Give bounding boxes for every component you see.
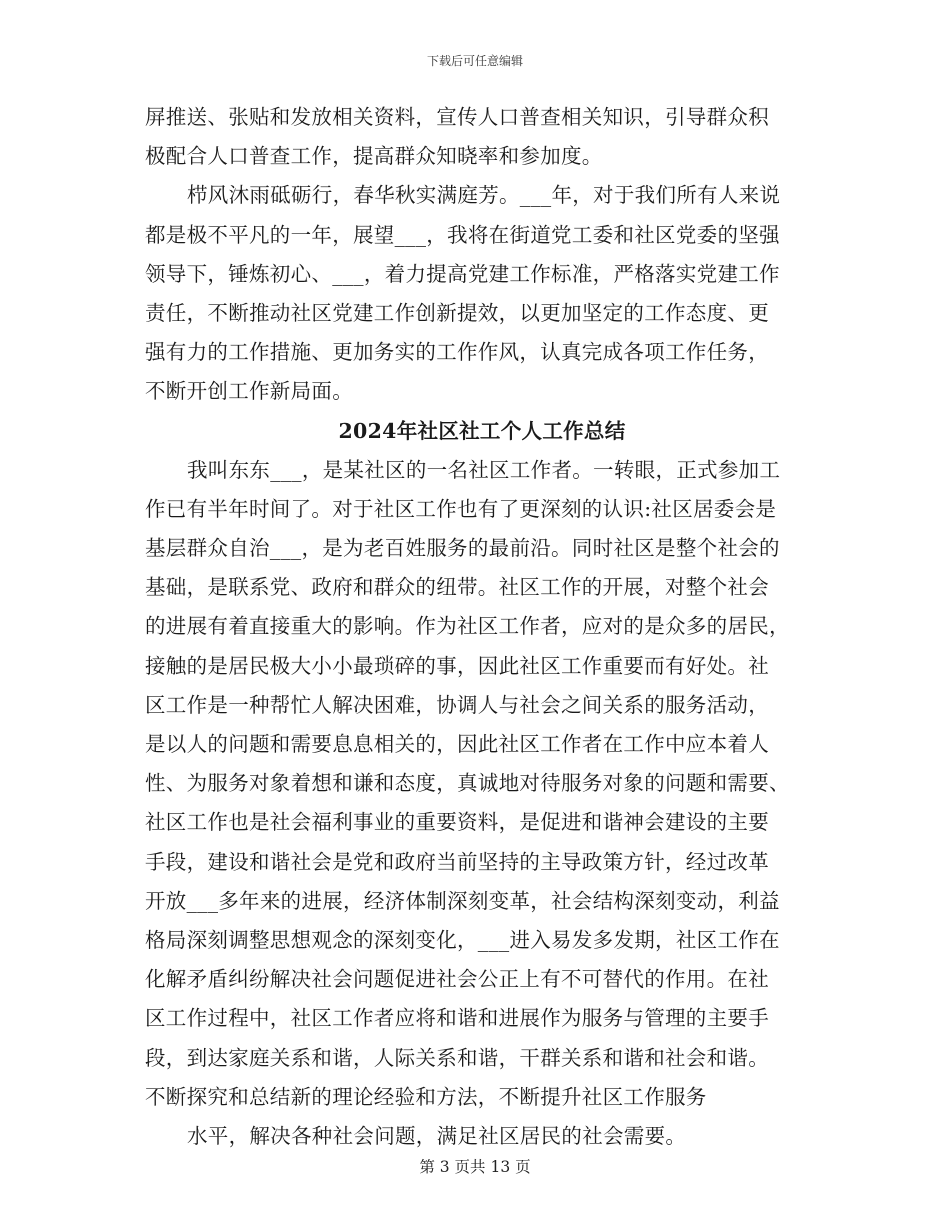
paragraph-line: 极配合人口普查工作，提高群众知晓率和参加度。 bbox=[145, 144, 603, 169]
page-header: 下载后可任意编辑 bbox=[426, 54, 523, 68]
section-title: 2024年社区社工个人工作总结 bbox=[338, 418, 626, 443]
paragraph-line: 不断探究和总结新的理论经验和方法，不断提升社区工作服务 bbox=[145, 1084, 707, 1109]
paragraph-line: 责任，不断推动社区党建工作创新提效，以更加坚定的工作态度、更 bbox=[145, 300, 769, 325]
paragraph-line: 化解矛盾纠纷解决社会问题促进社会公正上有不可替代的作用。在社 bbox=[145, 967, 769, 992]
paragraph-line: 基层群众自治___，是为老百姓服务的最前沿。同时社区是整个社会的 bbox=[145, 536, 780, 561]
paragraph-line: 段，到达家庭关系和谐，人际关系和谐，干群关系和谐和社会和谐。 bbox=[145, 1045, 769, 1070]
paragraph-line: 区工作过程中，社区工作者应将和谐和进展作为服务与管理的主要手 bbox=[145, 1006, 769, 1031]
paragraph-line: 的进展有着直接重大的影响。作为社区工作者，应对的是众多的居民， bbox=[145, 614, 790, 639]
paragraph-line: 区工作是一种帮忙人解决困难，协调人与社会之间关系的服务活动， bbox=[145, 692, 769, 717]
paragraph-line: 不断开创工作新局面。 bbox=[145, 379, 353, 404]
paragraph-line: 我叫东东___，是某社区的一名社区工作者。一转眼，正式参加工 bbox=[187, 457, 781, 482]
paragraph-line: 水平，解决各种社会问题，满足社区居民的社会需要。 bbox=[187, 1123, 687, 1148]
paragraph-line: 手段，建设和谐社会是党和政府当前坚持的主导政策方针，经过改革 bbox=[145, 849, 769, 874]
page-footer: 第 3 页共 13 页 bbox=[419, 1158, 531, 1176]
paragraph-line: 接触的是居民极大小小最琐碎的事，因此社区工作重要而有好处。社 bbox=[145, 653, 769, 678]
paragraph-line: 开放___多年来的进展，经济体制深刻变革，社会结构深刻变动，利益 bbox=[145, 888, 780, 913]
paragraph-line: 屏推送、张贴和发放相关资料，宣传人口普查相关知识，引导群众积 bbox=[145, 105, 769, 129]
paragraph-line: 强有力的工作措施、更加务实的工作作风，认真完成各项工作任务， bbox=[145, 340, 769, 365]
paragraph-line: 领导下，锤炼初心、___，着力提高党建工作标准，严格落实党建工作 bbox=[145, 261, 780, 286]
paragraph-line: 性、为服务对象着想和谦和态度，真诚地对待服务对象的问题和需要、 bbox=[145, 771, 790, 796]
paragraph-line: 基础，是联系党、政府和群众的纽带。社区工作的开展，对整个社会 bbox=[145, 575, 769, 600]
paragraph-line: 栉风沐雨砥砺行，春华秋实满庭芳。___年，对于我们所有人来说 bbox=[187, 183, 781, 208]
paragraph-line: 都是极不平凡的一年，展望___，我将在街道党工委和社区党委的坚强 bbox=[145, 222, 780, 247]
paragraph-line: 格局深刻调整思想观念的深刻变化，___进入易发多发期，社区工作在 bbox=[145, 927, 780, 952]
document-body bbox=[145, 98, 805, 1156]
paragraph-line: 作已有半年时间了。对于社区工作也有了更深刻的认识:社区居委会是 bbox=[145, 496, 777, 521]
paragraph-line: 是以人的问题和需要息息相关的，因此社区工作者在工作中应本着人 bbox=[145, 732, 769, 756]
paragraph-line: 社区工作也是社会福利事业的重要资料，是促进和谐神会建设的主要 bbox=[145, 810, 769, 835]
